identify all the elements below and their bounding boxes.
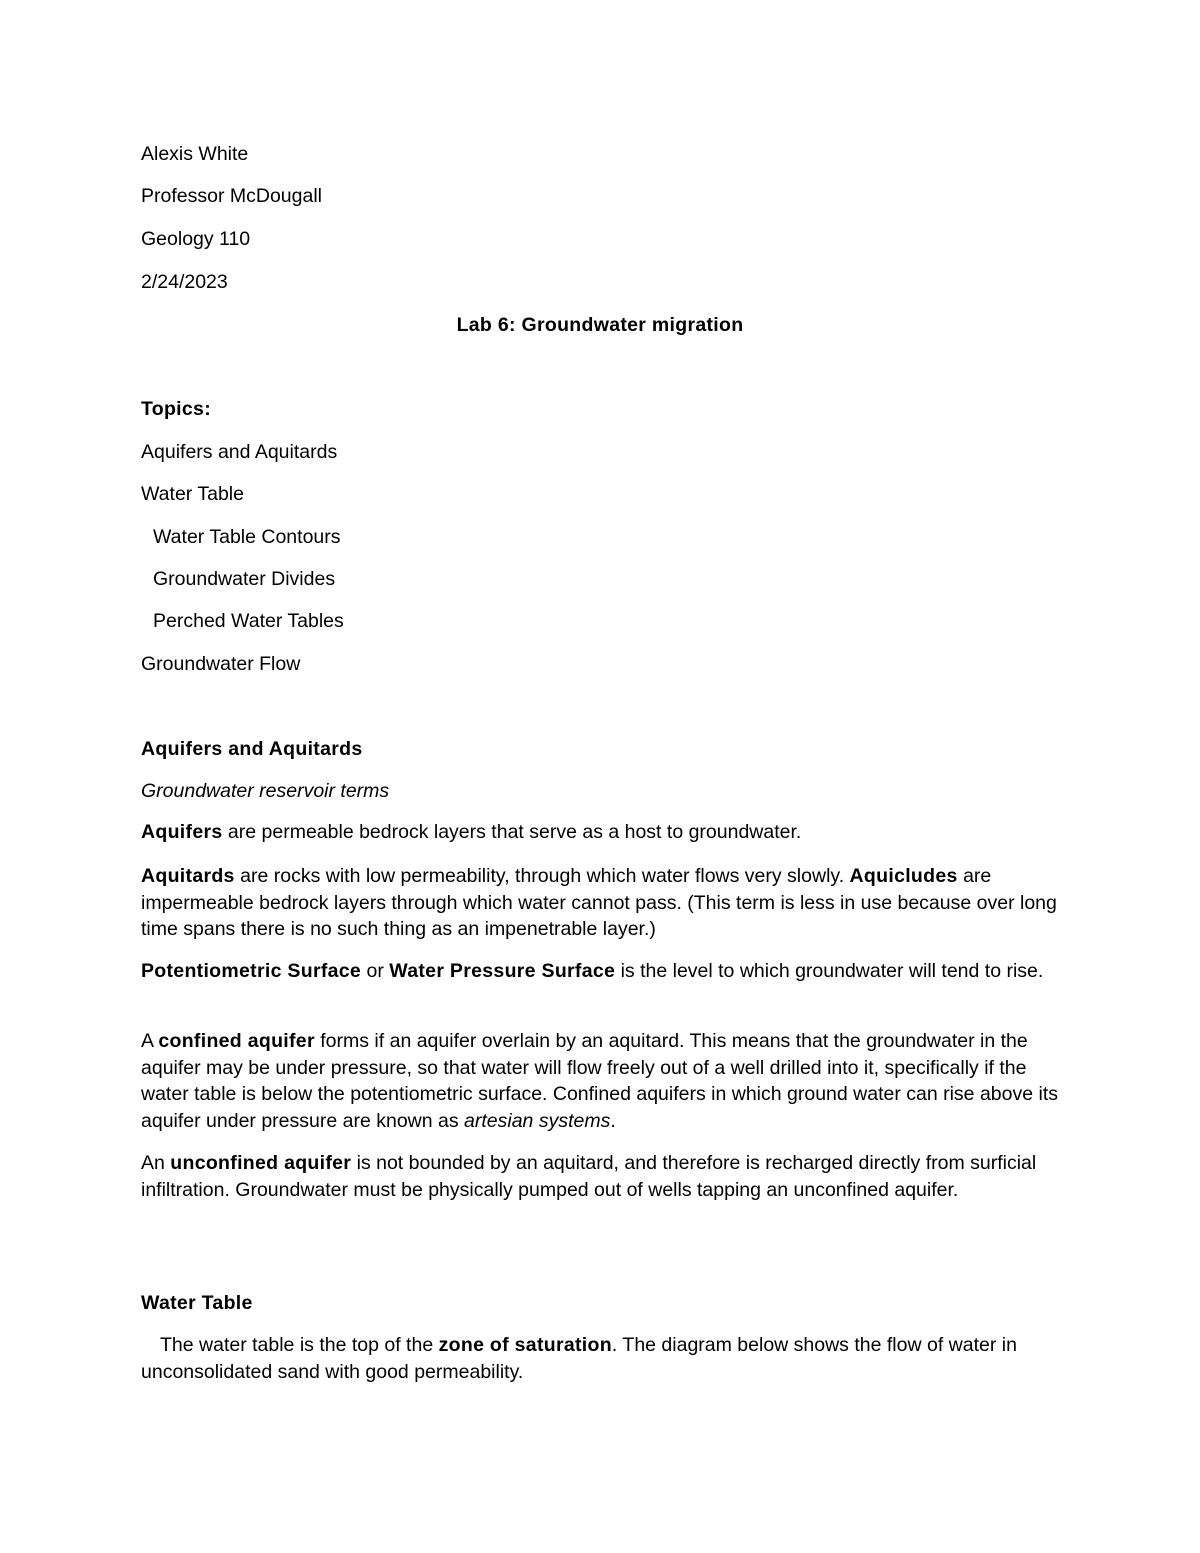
- topic-item: Water Table: [141, 483, 244, 505]
- paragraph-aquifers: Aquifers are permeable bedrock layers that serve as a host to groundwater.: [141, 821, 802, 843]
- topics-heading: Topics:: [141, 398, 211, 420]
- term: Aquicludes: [849, 865, 958, 887]
- term: Aquifers: [141, 821, 223, 843]
- topic-subitem: Perched Water Tables: [153, 610, 344, 632]
- paragraph-aquitards: Aquitards are rocks with low permeability, through which water flows very slowly. Aquicludes are impermeable bedrock layers through which water cannot pass. (This term is less in use because over long time spans there is no such thing as an impenetrable layer.): [141, 865, 1057, 940]
- topic-subitem: Groundwater Divides: [153, 568, 336, 590]
- paragraph-confined-aquifer: A confined aquifer forms if an aquifer overlain by an aquitard. This means that the groundwater in the aquifer may be under pressure, so that water will flow freely out of a well drilled into it, specifically if the water table is below the potentiometric surface. Confined aquifers in which ground water can rise above its aquifer under pressure are known as artesian systems.: [141, 1030, 1058, 1132]
- professor-name: Professor McDougall: [141, 185, 322, 207]
- term: Aquitards: [141, 865, 235, 887]
- term: Water Pressure Surface: [389, 960, 616, 982]
- section-heading-water-table: Water Table: [141, 1292, 253, 1314]
- term: confined aquifer: [158, 1030, 315, 1052]
- date: 2/24/2023: [141, 271, 228, 293]
- topic-item: Groundwater Flow: [141, 653, 301, 675]
- course-name: Geology 110: [141, 228, 251, 250]
- section-subheading: Groundwater reservoir terms: [141, 780, 390, 802]
- paragraph-unconfined-aquifer: An unconfined aquifer is not bounded by an aquitard, and therefore is recharged directly from surficial infiltration. Groundwater must be physically pumped out of wells tapping an unconfined aquifer.: [141, 1152, 1037, 1201]
- document-title: Lab 6: Groundwater migration: [456, 314, 744, 336]
- term: zone of saturation: [438, 1334, 612, 1356]
- term: Potentiometric Surface: [141, 960, 362, 982]
- topic-subitem: Water Table Contours: [153, 526, 341, 548]
- paragraph-water-table: The water table is the top of the zone of saturation. The diagram below shows the flow of water in unconsolidated sand with good permeability.: [141, 1334, 1017, 1383]
- section-heading-aquifers: Aquifers and Aquitards: [141, 738, 363, 760]
- topic-item: Aquifers and Aquitards: [141, 441, 338, 463]
- author-name: Alexis White: [141, 143, 249, 165]
- term: unconfined aquifer: [170, 1152, 352, 1174]
- paragraph-potentiometric: Potentiometric Surface or Water Pressure Surface is the level to which groundwater will tend to rise.: [141, 960, 1044, 982]
